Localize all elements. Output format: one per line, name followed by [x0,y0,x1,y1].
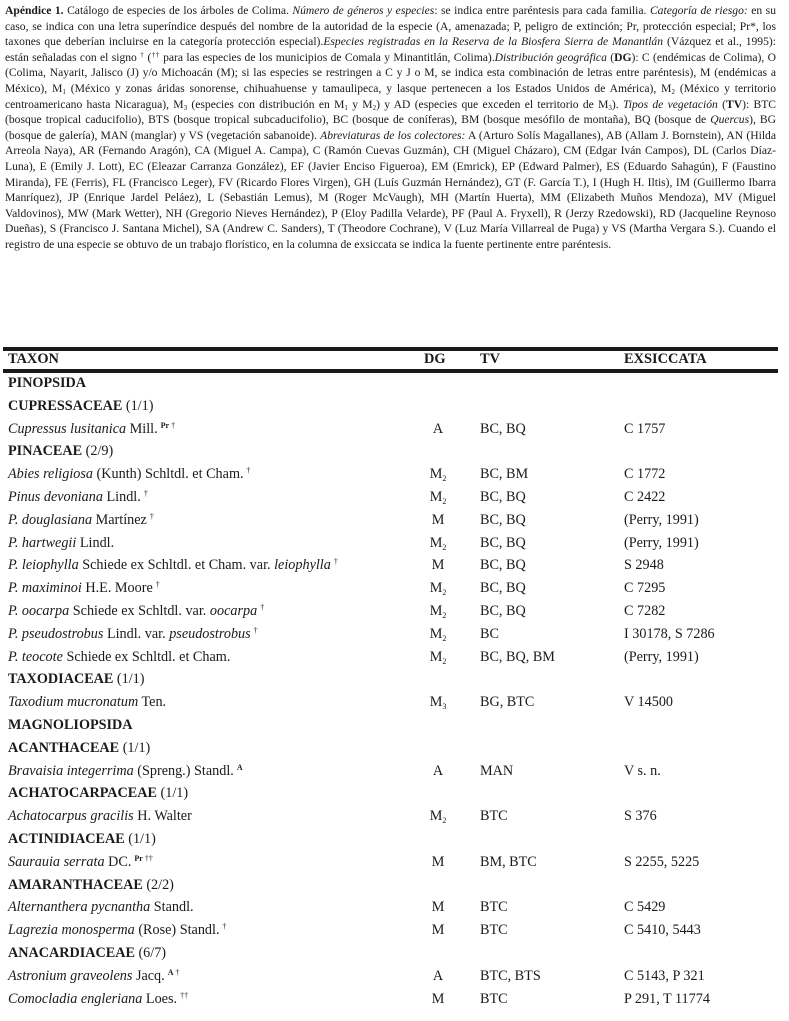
taxon-cell [8,532,114,555]
caption-genus: Quercus [710,113,750,127]
species-authority: Standl. [150,899,194,916]
caption-text: ( [606,50,615,64]
dagger-symbol: † [140,50,145,59]
class-name: PINOPSIDA [8,375,87,391]
species-name: Alternanthera pycnantha [8,899,151,916]
reserve-mark: †† [180,990,189,1000]
subscript: 2 [671,87,675,96]
dg-value: A [432,420,444,437]
species-marks [260,603,264,612]
dg-subscript: 2 [442,542,447,552]
exsiccata-cell: V s. n. [624,762,661,779]
family-cell [8,828,156,851]
dg-cell [426,577,450,600]
species-row [0,691,789,714]
species-authority: Lindl. [102,488,141,505]
species-name: Abies religiosa [8,466,93,483]
reserve-mark: † [173,967,180,977]
species-name: Taxodium mucronatum [8,694,139,711]
family-count: (1/1) [113,671,145,688]
caption-term: Número de géneros y especies [292,4,435,17]
species-authority: Lindl. var. [103,625,170,642]
dg-subscript: 2 [442,816,447,826]
taxon-cell [8,896,194,919]
caption-text: ), BG (bosque de galería), MAN (manglar) y VS (vegetación sabanoide). [5,113,776,142]
species-marks [134,854,152,863]
dg-cell [426,532,450,555]
variety-name: pseudostrobus [169,625,251,642]
caption-text: (Vázquez et al., 1995): están señaladas con el signo [5,35,776,64]
caption-term: Categoría de riesgo: [649,4,748,17]
caption-text: para las especies de los municipios de Comala y Minantitlán, Colima). [159,50,495,64]
subscript: 1 [62,87,66,96]
species-authority: Schiede ex Schltdl. et Cham. var. [78,557,275,574]
tv-cell: BC, BQ [480,602,526,619]
tv-cell: BTC, BTS [480,967,541,984]
subscript: 2 [372,103,377,112]
taxon-cell [8,965,179,988]
species-marks [223,922,227,931]
species-authority: H. Walter [133,808,192,825]
family-count: (2/2) [142,876,174,893]
caption-text: ( [144,50,152,64]
species-authority: Lindl. [76,534,115,551]
dg-value: M [431,899,445,916]
family-row [0,874,789,897]
exsiccata-cell: C 2422 [624,488,666,505]
risk-category: A [167,967,174,977]
dg-cell [426,988,450,1011]
species-name: Bravaisia integerrima [8,762,134,779]
dg-cell [426,486,450,509]
taxon-cell [8,463,251,486]
family-count: (2/9) [82,443,114,460]
exsiccata-cell: (Perry, 1991) [624,511,699,528]
reserve-mark: † [143,488,148,498]
caption-term: Abreviaturas de los colectores: [320,128,466,142]
family-cell [8,782,188,805]
taxon-cell [8,554,338,577]
species-authority: Martínez [92,511,147,528]
reserve-mark: † [253,625,258,635]
species-name: Saurauia serrata [8,853,105,870]
taxon-cell [8,805,192,828]
species-row [0,760,789,783]
dg-value: M [429,488,443,505]
class-name: MAGNOLIOPSIDA [8,716,133,733]
exsiccata-cell: P 291, T 11774 [624,990,710,1007]
species-row [0,600,789,623]
caption-text: en su caso, se indica con una letra superíndice después del nombre de la autoridad de la especie (A, amenazada; P, peligro de extinción; Pr, protección especial; Pr*, los taxones que deberían incluirse en la categoría protección especial). [5,4,776,49]
taxon-cell [8,418,175,441]
tv-cell: MAN [480,762,514,779]
dg-subscript: 2 [442,656,447,666]
caption-abbr: TV [725,97,743,111]
column-header-taxon: TAXON [8,351,59,367]
family-cell [8,395,153,418]
exsiccata-cell: S 2948 [624,557,664,574]
family-row [0,942,789,965]
risk-category: A [236,762,243,772]
subscript: 3 [608,103,612,112]
tv-cell: BC, BQ [480,580,526,597]
taxon-cell [8,623,258,646]
species-row [0,418,789,441]
taxon-cell [8,691,166,714]
dg-value: M [429,648,443,665]
species-row [0,463,789,486]
class-row [0,372,789,395]
table-caption [5,3,776,253]
species-name: Comocladia engleriana [8,990,143,1007]
caption-term: Tipos de vegetación [622,97,718,111]
species-authority: Schiede ex Schltdl. et Cham. [62,648,231,665]
tv-cell: BTC [480,808,508,825]
exsiccata-cell: C 5429 [624,899,666,916]
variety-name: oocarpa [209,602,258,619]
caption-title: Catálogo de especies de los árboles de Colima. [63,4,293,17]
species-row [0,646,789,669]
species-row [0,805,789,828]
dg-cell [426,418,450,441]
species-row [0,532,789,555]
family-name: ANACARDIACEAE [8,944,135,961]
species-marks [334,557,338,566]
species-marks [247,466,251,475]
family-count: (1/1) [156,785,189,802]
tv-cell: BG, BTC [480,694,535,711]
dg-value: M [431,511,445,528]
species-marks [150,512,154,521]
exsiccata-cell: (Perry, 1991) [624,648,699,665]
caption-text: (México y territorio centroamericano hasta Nicaragua), M [5,81,776,111]
species-name: P. pseudostrobus [8,625,104,642]
caption-term: Distribución geográfica [494,50,607,64]
caption-label: Apéndice 1. [5,4,64,17]
family-name: ACTINIDIACEAE [8,830,125,847]
dg-value: M [429,580,443,597]
tv-cell: BC [480,625,499,642]
family-cell [8,440,113,463]
family-row [0,668,789,691]
dg-subscript: 2 [442,610,447,620]
family-name: ACANTHACEAE [8,739,120,756]
dg-subscript: 2 [442,588,447,598]
caption-text: ( [717,97,726,111]
family-count: (1/1) [119,739,151,756]
family-name: CUPRESSACEAE [8,397,123,414]
family-cell [8,942,166,965]
species-marks [161,421,175,430]
family-row [0,782,789,805]
tv-cell: BM, BTC [480,853,537,870]
exsiccata-cell: C 5143, P 321 [624,967,705,984]
dg-cell [426,760,450,783]
taxon-cell [8,486,148,509]
species-authority: (Kunth) Schltdl. et Cham. [93,466,244,483]
class-row [0,714,789,737]
exsiccata-cell: C 7282 [624,602,666,619]
species-row [0,988,789,1011]
double-dagger-symbol: †† [151,50,160,59]
caption-abbr: DG [614,50,632,64]
species-row [0,965,789,988]
species-authority: Ten. [138,694,167,711]
dg-value: M [429,625,443,642]
exsiccata-cell: C 1757 [624,420,666,437]
family-count: (6/7) [134,944,167,961]
family-name: PINACEAE [8,443,83,460]
dg-value: M [429,534,443,551]
table-body [0,372,789,1010]
dg-cell [426,691,450,714]
tv-cell: BTC [480,990,508,1007]
taxon-cell [8,851,153,874]
subscript: 3 [183,103,188,112]
species-authority: H.E. Moore [81,580,153,597]
species-authority: DC. [104,853,132,870]
tv-cell: BTC [480,899,508,916]
dg-value: M [431,990,445,1007]
family-row [0,828,789,851]
species-row [0,554,789,577]
caption-text: (México y zonas áridas sonorense, chihuahuense y tamaulipeca, y lasque pertenecen a los Estados Unidos de América), M [65,81,672,95]
species-row [0,486,789,509]
family-count: (1/1) [122,397,154,414]
dg-cell [426,646,450,669]
taxon-cell [8,646,230,669]
caption-text: ) y AD (especies que exceden el territorio de M [376,97,609,111]
subscript: 1 [344,103,348,112]
tv-cell: BC, BQ [480,534,526,551]
species-row [0,623,789,646]
tv-cell: BTC [480,922,508,939]
species-authority: Jacq. [132,967,165,984]
dg-cell [426,965,450,988]
column-header-dg: DG [424,351,446,367]
family-count: (1/1) [124,830,156,847]
reserve-mark: †† [142,853,153,863]
family-name: TAXODIACEAE [8,671,114,688]
species-marks [237,763,243,772]
taxon-cell [8,919,227,942]
reserve-mark: † [260,602,265,612]
species-name: P. hartwegii [8,534,77,551]
reserve-mark: † [222,922,227,932]
family-name: AMARANTHACEAE [8,876,143,893]
tv-cell: BC, BQ, BM [480,648,555,665]
family-row [0,440,789,463]
dg-value: M [431,557,445,574]
column-header-exsiccata: EXSICCATA [624,351,707,367]
dg-cell [426,600,450,623]
caption-text: y M [347,97,373,111]
taxon-cell [8,988,188,1011]
species-name: P. douglasiana [8,511,93,528]
reserve-mark: † [333,557,338,567]
reserve-mark: † [155,580,160,590]
caption-text: A (Arturo Solís Magallanes), AB (Allam J. Bornstein), AN (Hilda Arreola Naya), AR (Fernando Aragón), CA (Miguel A. Campa), C (Ramón Cuevas Guzmán), CH (Miguel Cházaro), CM (Edgar Iván Campos), DL (Carlos Díaz-Luna), E (Emily J. Lott), EC (Eleazar Carranza González), EF (Javier Enciso Figueroa), EM (Emrick), EP (Edward Palmer), ES (Eduardo Sahagún), F (Faustino Miranda), FE (Ferris), FL (Francisco Leger), FV (Ricardo Flores Virgen), GH (Luís Guzmán Hernández), GT (F. García T.), I (Hugh H. Iltis), IM (Guillermo Ibarra Manríquez), JP (Enrique Jardel Peláez), L (Sebastián Lemus), M (Roger McVaugh), MH (Martín Huerta), MM (Elizabeth Muños Mendoza), MV (Miguel Valdovinos), MW (Mark Wetter), NH (Gregorio Nieves Hernández), P (Eloy Padilla Velarde), PF (Paul A. Fryxell), R (Jerzy Rzedowski), RD (Jacqueline Reynoso Dueñas), S (Francisco J. Santana Michel), SA (Andrew C. Sanders), T (Theodore Cochrane), V (Luz María Villarreal de Puga) y VS (Martha Vergara S.). Cuando el registro de una especie se obtuvo de un trabajo florístico, en la columna de exsiccata se indica la fuente pertinente entre paréntesis. [5,128,776,251]
species-name: Lagrezia monosperma [8,922,135,939]
species-name: Achatocarpus gracilis [8,808,134,825]
species-name: P. oocarpa [8,602,70,619]
caption-text: ). [611,97,623,111]
tv-cell: BC, BQ [480,557,526,574]
species-marks [254,626,258,635]
dg-cell [426,851,450,874]
species-marks [168,968,180,977]
species-name: P. leiophylla [8,557,79,574]
species-authority: Mill. [126,420,158,437]
exsiccata-cell: S 376 [624,808,657,825]
exsiccata-cell: C 5410, 5443 [624,922,701,939]
species-name: Cupressus lusitanica [8,420,127,437]
exsiccata-cell: V 14500 [624,694,674,711]
species-name: Astronium graveolens [8,967,133,984]
dg-cell [426,463,450,486]
caption-text: ): C (endémicas de Colima), O (Colima, Nayarit, Jalisco (J) y/o Michoacán (M); si las especies se restringen a C y J o M, se indica esta combinación de letras entre paréntesis), M (endémicas a México), M [5,50,777,95]
dg-value: M [431,853,445,870]
caption-term: Especies registradas en la Reserva de la Biosfera Sierra de Manantlán [323,35,664,49]
species-row [0,577,789,600]
tv-cell: BC, BQ [480,488,526,505]
taxon-cell [8,600,264,623]
tv-cell: BC, BQ [480,511,526,528]
exsiccata-cell: S 2255, 5225 [624,853,700,870]
dg-value: M [429,466,443,483]
dg-cell [426,509,450,532]
caption-text: : se indica entre paréntesis para cada familia. [434,4,650,17]
species-marks [156,580,160,589]
species-marks [144,489,148,498]
taxon-cell [8,760,243,783]
dg-value: A [432,967,444,984]
tv-cell: BC, BM [480,466,529,483]
species-authority: (Spreng.) Standl. [133,762,234,779]
exsiccata-cell: (Perry, 1991) [624,534,699,551]
family-row [0,395,789,418]
family-name: ACHATOCARPACEAE [8,785,157,802]
reserve-mark: † [149,511,154,521]
table-header [0,350,789,368]
dg-cell [426,805,450,828]
species-name: P. teocote [8,648,63,665]
column-header-tv: TV [480,351,500,367]
dg-value: M [431,922,445,939]
caption-text: ): BTC (bosque tropical caducifolio), BTS (bosque tropical subcaducifolio), BC (bosque de coníferas), BM (bosque mesófilo de montaña), BQ (bosque de [5,97,777,127]
dg-cell [426,919,450,942]
dg-subscript: 2 [442,496,447,506]
caption-text: (especies con distribución en M [187,97,345,111]
species-authority: Schiede ex Schltdl. var. [69,602,210,619]
family-cell [8,874,174,897]
taxon-cell [8,577,160,600]
family-row [0,737,789,760]
family-cell [8,668,145,691]
dg-value: A [432,762,444,779]
dg-value: M [429,602,443,619]
dg-cell [426,554,450,577]
variety-name: leiophylla [274,557,331,574]
species-name: P. maximinoi [8,580,82,597]
family-cell [8,737,150,760]
exsiccata-cell: C 7295 [624,580,666,597]
species-row [0,851,789,874]
species-authority: (Rose) Standl. [134,922,220,939]
species-name: Pinus devoniana [8,488,103,505]
dg-subscript: 2 [442,474,447,484]
dg-cell [426,896,450,919]
species-row [0,896,789,919]
exsiccata-cell: C 1772 [624,466,666,483]
reserve-mark: † [169,420,176,430]
taxon-cell [8,509,154,532]
risk-category: Pr [160,420,170,430]
reserve-mark: † [246,466,251,476]
dg-subscript: 2 [442,633,447,643]
species-authority: Loes. [142,990,178,1007]
exsiccata-cell: I 30178, S 7286 [624,625,715,642]
dg-subscript: 3 [442,702,447,712]
tv-cell: BC, BQ [480,420,526,437]
species-row [0,509,789,532]
dg-cell [426,623,450,646]
risk-category: Pr [134,853,143,863]
dg-value: M [429,808,443,825]
species-row [0,919,789,942]
species-marks [180,991,188,1000]
dg-value: M [429,694,443,711]
